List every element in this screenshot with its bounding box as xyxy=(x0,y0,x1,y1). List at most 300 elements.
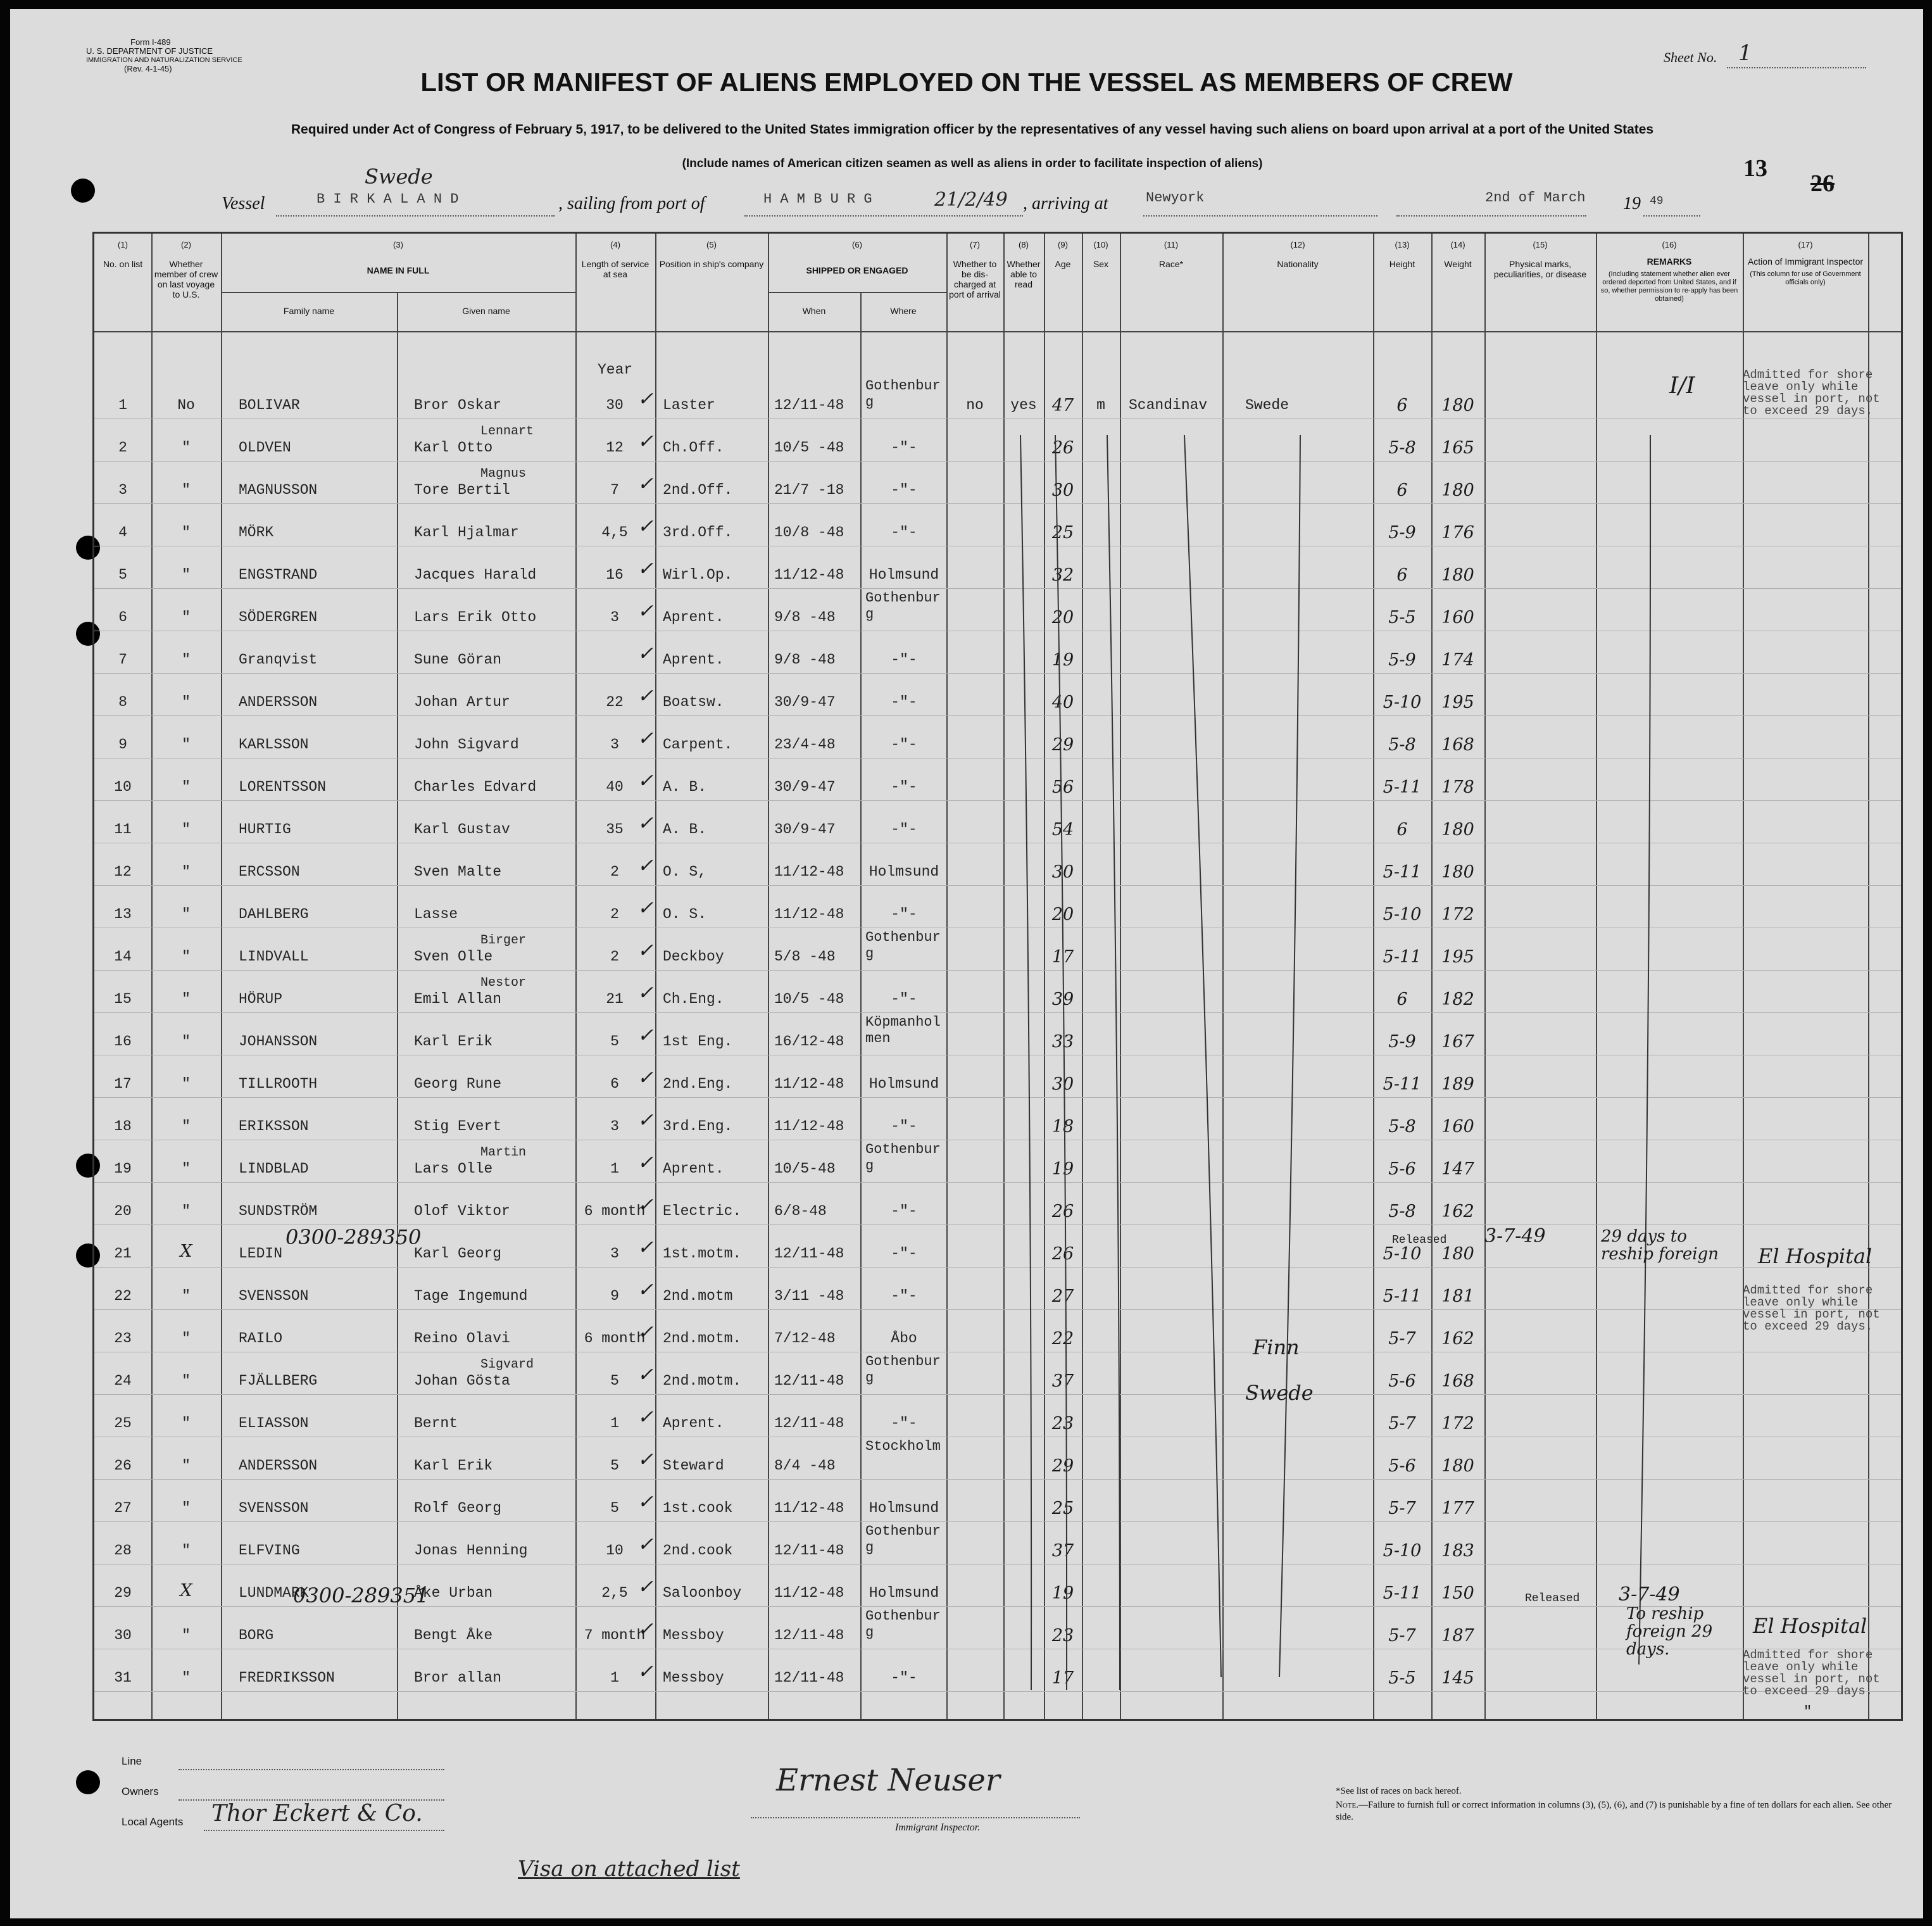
given-name: Charles Edvard xyxy=(414,779,537,795)
given-name: Sven Olle xyxy=(414,948,493,965)
family-name: LEDIN xyxy=(239,1245,283,1262)
given-name: John Sigvard xyxy=(414,736,519,753)
alien-number-ledin: 0300-289350 xyxy=(285,1225,422,1249)
previous-voyage: X xyxy=(180,1242,192,1261)
given-name: Åke Urban xyxy=(414,1585,493,1601)
service-length: 5 xyxy=(610,1373,619,1389)
family-name: ELFVING xyxy=(239,1542,300,1559)
given-name-extra: Nestor xyxy=(480,976,527,990)
service-length: 3 xyxy=(610,736,619,753)
weight: 180 xyxy=(1441,1456,1474,1476)
engaged-when: 12/11-48 xyxy=(774,1542,844,1559)
weight: 187 xyxy=(1441,1626,1474,1646)
sailing-label: , sailing from port of xyxy=(558,194,705,213)
family-name: JOHANSSON xyxy=(239,1033,318,1050)
race: Scandinav xyxy=(1129,397,1208,413)
age: 26 xyxy=(1051,1202,1074,1221)
engaged-when: 10/5 -48 xyxy=(774,991,844,1007)
family-name: DAHLBERG xyxy=(239,906,309,922)
service-length: 5 xyxy=(610,1500,619,1516)
given-name: Bernt xyxy=(414,1415,458,1432)
column-number: (12) xyxy=(1290,240,1305,249)
column-subheader: Given name xyxy=(462,306,510,316)
weight: 160 xyxy=(1441,1117,1474,1136)
row-number: 20 xyxy=(114,1203,132,1219)
service-length: 3 xyxy=(610,609,619,626)
service-length: 3 xyxy=(610,1118,619,1135)
service-length: 1 xyxy=(610,1161,619,1177)
column-header: Action of Immigrant Inspector xyxy=(1747,256,1864,267)
height: 5-7 xyxy=(1388,1626,1416,1646)
table-row xyxy=(94,515,1901,560)
age: 33 xyxy=(1051,1032,1074,1052)
engaged-where: -"- xyxy=(891,779,917,795)
previous-voyage: " xyxy=(182,1033,191,1050)
weight: 183 xyxy=(1441,1541,1474,1561)
arrival-port: Newyork xyxy=(1146,190,1205,206)
service-check-mark: ✓ xyxy=(637,1576,654,1598)
row-number: 10 xyxy=(114,779,132,795)
engaged-when: 16/12-48 xyxy=(774,1033,844,1050)
engaged-when: 11/12-48 xyxy=(774,1118,844,1135)
nationality: Swede xyxy=(1245,397,1289,413)
engaged-when: 10/8 -48 xyxy=(774,524,844,541)
weight: 178 xyxy=(1441,777,1474,797)
engaged-when: 11/12-48 xyxy=(774,864,844,880)
previous-voyage: " xyxy=(182,1670,191,1686)
height: 5-6 xyxy=(1388,1159,1416,1179)
column-subheader: Family name xyxy=(283,306,335,316)
table-row xyxy=(94,1491,1901,1536)
table-row xyxy=(94,424,1901,475)
column-header: Race* xyxy=(1158,259,1184,269)
table-row xyxy=(94,812,1901,857)
engaged-when: 9/8 -48 xyxy=(774,609,836,626)
departure-date: 21/2/49 xyxy=(934,189,1008,211)
engaged-when: 10/5-48 xyxy=(774,1161,836,1177)
engaged-where: -"- xyxy=(891,524,917,541)
family-name: RAILO xyxy=(239,1330,283,1347)
weight: 180 xyxy=(1441,481,1474,500)
given-name: Rolf Georg xyxy=(414,1500,502,1516)
column-header: Sex xyxy=(1093,259,1109,269)
weight: 182 xyxy=(1441,990,1474,1009)
service-check-mark: ✓ xyxy=(637,388,654,410)
given-name: Sune Göran xyxy=(414,651,502,668)
height: 5-11 xyxy=(1383,862,1422,882)
engaged-when: 11/12-48 xyxy=(774,567,844,583)
family-name: SVENSSON xyxy=(239,1500,309,1516)
row-number: 3 xyxy=(118,482,127,498)
service-length: 2,5 xyxy=(601,1585,628,1601)
previous-voyage: " xyxy=(182,1457,191,1474)
service-check-mark: ✓ xyxy=(637,1533,654,1556)
service-length: 4,5 xyxy=(601,524,628,541)
previous-voyage: " xyxy=(182,1373,191,1389)
table-row xyxy=(94,976,1901,1027)
row-number: 28 xyxy=(114,1542,132,1559)
age: 29 xyxy=(1051,1456,1074,1476)
engaged-when: 21/7 -18 xyxy=(774,482,844,498)
engaged-where: -"- xyxy=(891,1203,917,1219)
released-date: 3-7-49 xyxy=(1619,1583,1680,1606)
age: 56 xyxy=(1051,777,1074,797)
engaged-where: -"- xyxy=(891,736,917,753)
service-check-mark: ✓ xyxy=(637,727,654,750)
age: 30 xyxy=(1051,481,1074,500)
column-number: (9) xyxy=(1058,240,1068,249)
family-name: LINDVALL xyxy=(239,948,309,965)
sheet-label: Sheet No. xyxy=(1664,49,1717,65)
column-header: Whether able to read xyxy=(1007,259,1041,289)
previous-voyage: " xyxy=(182,1203,191,1219)
ship-position: Laster xyxy=(663,397,715,413)
previous-voyage: " xyxy=(182,524,191,541)
weight: 172 xyxy=(1441,1414,1474,1433)
height: 5-8 xyxy=(1388,1202,1416,1221)
engaged-where: Gothenburg xyxy=(865,929,941,962)
given-name: Reino Olavi xyxy=(414,1330,510,1347)
ship-position: Carpent. xyxy=(663,736,733,753)
weight: 195 xyxy=(1441,693,1474,712)
previous-voyage: " xyxy=(182,1500,191,1516)
engaged-where: -"- xyxy=(891,991,917,1007)
table-row xyxy=(94,929,1901,985)
weight: 176 xyxy=(1441,523,1474,543)
column-header: REMARKS xyxy=(1647,256,1692,267)
engaged-when: 12/11-48 xyxy=(774,1627,844,1644)
engaged-when: 30/9-47 xyxy=(774,821,836,838)
given-name: Bengt Åke xyxy=(414,1627,493,1644)
ship-position: 1st.cook xyxy=(663,1500,733,1516)
page-number-struck: 26 xyxy=(1810,170,1835,197)
engaged-where: -"- xyxy=(891,906,917,922)
previous-voyage: " xyxy=(182,482,191,498)
weight: 195 xyxy=(1441,947,1474,967)
engaged-where: -"- xyxy=(891,1118,917,1135)
height: 6 xyxy=(1396,396,1408,415)
age: 17 xyxy=(1051,1668,1074,1688)
height: 5-10 xyxy=(1383,693,1422,712)
engaged-where: -"- xyxy=(891,694,917,710)
row-number: 8 xyxy=(118,694,127,710)
service-check-mark: ✓ xyxy=(637,473,654,495)
service-length: 7 xyxy=(610,482,619,498)
given-name: Tage Ingemund xyxy=(414,1288,528,1304)
family-name: LORENTSSON xyxy=(239,779,327,795)
sheet-number: 1 xyxy=(1738,41,1752,66)
race-handwritten: Finn xyxy=(1253,1335,1300,1359)
shore-leave-stamp: Admitted for shore leave only while vessel in port, not to exceed 29 days. xyxy=(1743,1283,1880,1333)
ship-position: 2nd.cook xyxy=(663,1542,733,1559)
age: 26 xyxy=(1051,438,1074,458)
engaged-when: 10/5 -48 xyxy=(774,439,844,456)
family-name: FREDRIKSSON xyxy=(239,1670,335,1686)
department: U. S. DEPARTMENT OF JUSTICE xyxy=(86,46,213,56)
shore-leave-stamp: Admitted for shore leave only while vessel in port, not to exceed 29 days. xyxy=(1743,368,1880,418)
given-name: Karl Gustav xyxy=(414,821,510,838)
engaged-when: 11/12-48 xyxy=(774,906,844,922)
row-number: 7 xyxy=(118,651,127,668)
column-number: (16) xyxy=(1662,240,1677,249)
line-label: Line xyxy=(122,1755,142,1767)
column-header: No. on list xyxy=(103,259,143,269)
given-name: Stig Evert xyxy=(414,1118,502,1135)
weight: 174 xyxy=(1441,650,1474,670)
age: 23 xyxy=(1051,1414,1074,1433)
table-row xyxy=(94,560,1901,603)
ship-position: O. S. xyxy=(663,906,707,922)
engaged-when: 3/11 -48 xyxy=(774,1288,844,1304)
column-header: NAME IN FULL xyxy=(367,265,430,275)
engaged-where: -"- xyxy=(891,1415,917,1432)
age: 47 xyxy=(1051,396,1074,415)
previous-voyage: " xyxy=(182,1161,191,1177)
ship-position: Ch.Off. xyxy=(663,439,724,456)
ship-position: Electric. xyxy=(663,1203,742,1219)
age: 20 xyxy=(1051,608,1074,627)
table-row xyxy=(94,1663,1901,1706)
service-length: 6 month xyxy=(584,1330,646,1347)
released-date: 3-7-49 xyxy=(1484,1225,1546,1247)
service-check-mark: ✓ xyxy=(637,1406,654,1428)
family-name: ANDERSSON xyxy=(239,1457,318,1474)
previous-voyage: " xyxy=(182,609,191,626)
row-number: 22 xyxy=(114,1288,132,1304)
given-name: Emil Allan xyxy=(414,991,502,1007)
arrival-port-line xyxy=(1143,215,1377,217)
ship-position: Messboy xyxy=(663,1670,724,1686)
given-name-extra: Lennart xyxy=(480,424,534,439)
column-number: (6) xyxy=(852,240,862,249)
family-name: LINDBLAD xyxy=(239,1161,309,1177)
engaged-where: Holmsund xyxy=(869,1585,939,1601)
age: 25 xyxy=(1051,523,1074,543)
row-number: 11 xyxy=(114,821,132,838)
table-row xyxy=(94,685,1901,730)
page-number: 13 xyxy=(1743,155,1767,182)
previous-voyage: " xyxy=(182,948,191,965)
previous-voyage: " xyxy=(182,1627,191,1644)
weight: 181 xyxy=(1441,1287,1474,1306)
ship-position: 2nd.motm. xyxy=(663,1330,742,1347)
form-number: Form I-489 xyxy=(130,37,171,47)
column-number: (3) xyxy=(393,240,403,249)
row-number: 16 xyxy=(114,1033,132,1050)
engaged-where: -"- xyxy=(891,1245,917,1262)
engaged-when: 11/12-48 xyxy=(774,1076,844,1092)
engaged-when: 6/8-48 xyxy=(774,1203,827,1219)
service-length: 10 xyxy=(606,1542,624,1559)
weight: 177 xyxy=(1441,1499,1474,1518)
engaged-where: Åbo xyxy=(891,1330,917,1347)
service-length: 40 xyxy=(606,779,624,795)
previous-voyage: " xyxy=(182,821,191,838)
row-number: 19 xyxy=(114,1161,132,1177)
age: 37 xyxy=(1051,1541,1074,1561)
engaged-when: 11/12-48 xyxy=(774,1585,844,1601)
engaged-when: 9/8 -48 xyxy=(774,651,836,668)
age: 19 xyxy=(1051,1583,1074,1603)
given-name: Lars Erik Otto xyxy=(414,609,537,626)
ship-position: Aprent. xyxy=(663,651,724,668)
age: 54 xyxy=(1051,820,1074,840)
age: 40 xyxy=(1051,693,1074,712)
note-text: —Failure to furnish full or correct information in columns (3), (5), (6), and (7) is punishable by a fine of ten dollars for each alien. See other side. xyxy=(1336,1800,1892,1822)
service-length: 21 xyxy=(606,991,624,1007)
previous-voyage: " xyxy=(182,779,191,795)
ship-position: Aprent. xyxy=(663,1415,724,1432)
released-label: Released xyxy=(1392,1234,1447,1247)
engaged-where: -"- xyxy=(891,439,917,456)
previous-voyage: " xyxy=(182,651,191,668)
engaged-when: 12/11-48 xyxy=(774,1245,844,1262)
service-check-mark: ✓ xyxy=(637,685,654,707)
race-handwritten: Swede xyxy=(1245,1381,1314,1405)
column-subheader: Where xyxy=(890,306,917,316)
arriving-label: , arriving at xyxy=(1023,194,1108,213)
weight: 150 xyxy=(1441,1583,1474,1603)
previous-voyage: " xyxy=(182,1330,191,1347)
weight: 180 xyxy=(1441,565,1474,585)
engaged-where: Gothenburg xyxy=(865,1608,941,1640)
height: 5-8 xyxy=(1388,438,1416,458)
service-check-mark: ✓ xyxy=(637,1364,654,1386)
service-length: 30 xyxy=(606,397,624,413)
ship-position: 3rd.Off. xyxy=(663,524,733,541)
given-name: Johan Gösta xyxy=(414,1373,510,1389)
height: 5-11 xyxy=(1383,1583,1422,1603)
column-header: Height xyxy=(1389,259,1415,269)
ship-position: Messboy xyxy=(663,1627,724,1644)
ship-position: Deckboy xyxy=(663,948,724,965)
column-note: (Including statement whether alien ever ordered deported from United States, and if so, whether permission to re-apply has been obtained) xyxy=(1600,270,1738,303)
service-check-mark: ✓ xyxy=(637,1024,654,1047)
height: 5-11 xyxy=(1383,947,1422,967)
height: 5-7 xyxy=(1388,1499,1416,1518)
inspector-action: El Hospital xyxy=(1758,1244,1872,1268)
given-name: Georg Rune xyxy=(414,1076,502,1092)
table-row xyxy=(94,857,1901,900)
service-length: 2 xyxy=(610,906,619,922)
vessel-label: Vessel xyxy=(222,194,265,213)
height: 5-10 xyxy=(1383,1541,1422,1561)
column-header: Weight xyxy=(1444,259,1472,269)
header-bottom-line xyxy=(94,331,1901,332)
engaged-where: Stockholm xyxy=(865,1438,941,1454)
discharged-at-arrival: no xyxy=(966,397,984,413)
family-name: OLDVEN xyxy=(239,439,291,456)
table-row xyxy=(94,467,1901,518)
engaged-where: -"- xyxy=(891,651,917,668)
height: 5-7 xyxy=(1388,1414,1416,1433)
engaged-where: Gothenburg xyxy=(865,590,941,622)
service-length: 1 xyxy=(610,1670,619,1686)
inspector-action: El Hospital xyxy=(1753,1614,1867,1638)
age: 20 xyxy=(1051,905,1074,924)
row-number: 6 xyxy=(118,609,127,626)
year-suffix: 49 xyxy=(1650,195,1664,208)
table-row xyxy=(94,1109,1901,1154)
ship-position: A. B. xyxy=(663,821,707,838)
include-text: (Include names of American citizen seamen as well as aliens in order to facilitate inspection of aliens) xyxy=(682,157,1263,170)
table-row xyxy=(94,1354,1901,1409)
given-name: Bror Oskar xyxy=(414,397,502,413)
previous-voyage: " xyxy=(182,567,191,583)
row-number: 27 xyxy=(114,1500,132,1516)
family-name: ELIASSON xyxy=(239,1415,309,1432)
service-check-mark: ✓ xyxy=(637,1449,654,1471)
family-name: MAGNUSSON xyxy=(239,482,318,498)
service-check-mark: ✓ xyxy=(637,1661,654,1683)
column-number: (15) xyxy=(1533,240,1548,249)
service-length: 2 xyxy=(610,948,619,965)
ship-position: 3rd.Eng. xyxy=(663,1118,733,1135)
column-header: Whether to be dis-charged at port of arrival xyxy=(949,259,1001,299)
engaged-where: Gothenburg xyxy=(865,378,941,410)
service-check-mark: ✓ xyxy=(637,1491,654,1513)
height: 5-6 xyxy=(1388,1371,1416,1391)
inspector-signature: Ernest Neuser xyxy=(776,1763,1000,1798)
manifest-page xyxy=(10,9,1923,1918)
ditto-mark: " xyxy=(1803,1704,1812,1720)
family-name: ERIKSSON xyxy=(239,1118,309,1135)
row-number: 1 xyxy=(118,397,127,413)
service-length: 7 month xyxy=(584,1627,646,1644)
inspector-line xyxy=(751,1817,1080,1818)
table-row xyxy=(94,1069,1901,1112)
previous-voyage: " xyxy=(182,1076,191,1092)
family-name: LUNDMARK xyxy=(239,1585,309,1601)
engaged-when: 12/11-48 xyxy=(774,397,844,413)
service-length: 6 month xyxy=(584,1203,646,1219)
year-prefix: 19 xyxy=(1623,194,1641,213)
ship-position: 2nd.motm. xyxy=(663,1373,742,1389)
previous-voyage: " xyxy=(182,1542,191,1559)
weight: 145 xyxy=(1441,1668,1474,1688)
released-label: Released xyxy=(1525,1592,1580,1605)
ship-position: A. B. xyxy=(663,779,707,795)
height: 5-11 xyxy=(1383,1287,1422,1306)
row-number: 18 xyxy=(114,1118,132,1135)
given-name: Karl Otto xyxy=(414,439,493,456)
height: 6 xyxy=(1396,565,1408,585)
ship-position: 2nd.motm xyxy=(663,1288,733,1304)
table-row xyxy=(94,1321,1901,1366)
engaged-when: 11/12-48 xyxy=(774,1500,844,1516)
weight: 160 xyxy=(1441,608,1474,627)
given-name: Jacques Harald xyxy=(414,567,537,583)
given-name-extra: Birger xyxy=(480,933,527,948)
table-row xyxy=(94,772,1901,815)
row-number: 29 xyxy=(114,1585,132,1601)
service-length: 6 xyxy=(610,1076,619,1092)
family-name: KARLSSON xyxy=(239,736,309,753)
ship-position: Steward xyxy=(663,1457,724,1474)
age: 39 xyxy=(1051,990,1074,1009)
age: 25 xyxy=(1051,1499,1074,1518)
height: 5-6 xyxy=(1388,1456,1416,1476)
previous-voyage: " xyxy=(182,1415,191,1432)
table-row xyxy=(94,1523,1901,1578)
races-note: *See list of races on back hereof. xyxy=(1336,1786,1462,1796)
column-header: Position in ship's company xyxy=(659,259,764,269)
engaged-when: 12/11-48 xyxy=(774,1415,844,1432)
table-row xyxy=(94,1014,1901,1069)
column-number: (2) xyxy=(181,240,191,249)
previous-voyage: " xyxy=(182,736,191,753)
given-name-extra: Sigvard xyxy=(480,1357,534,1372)
